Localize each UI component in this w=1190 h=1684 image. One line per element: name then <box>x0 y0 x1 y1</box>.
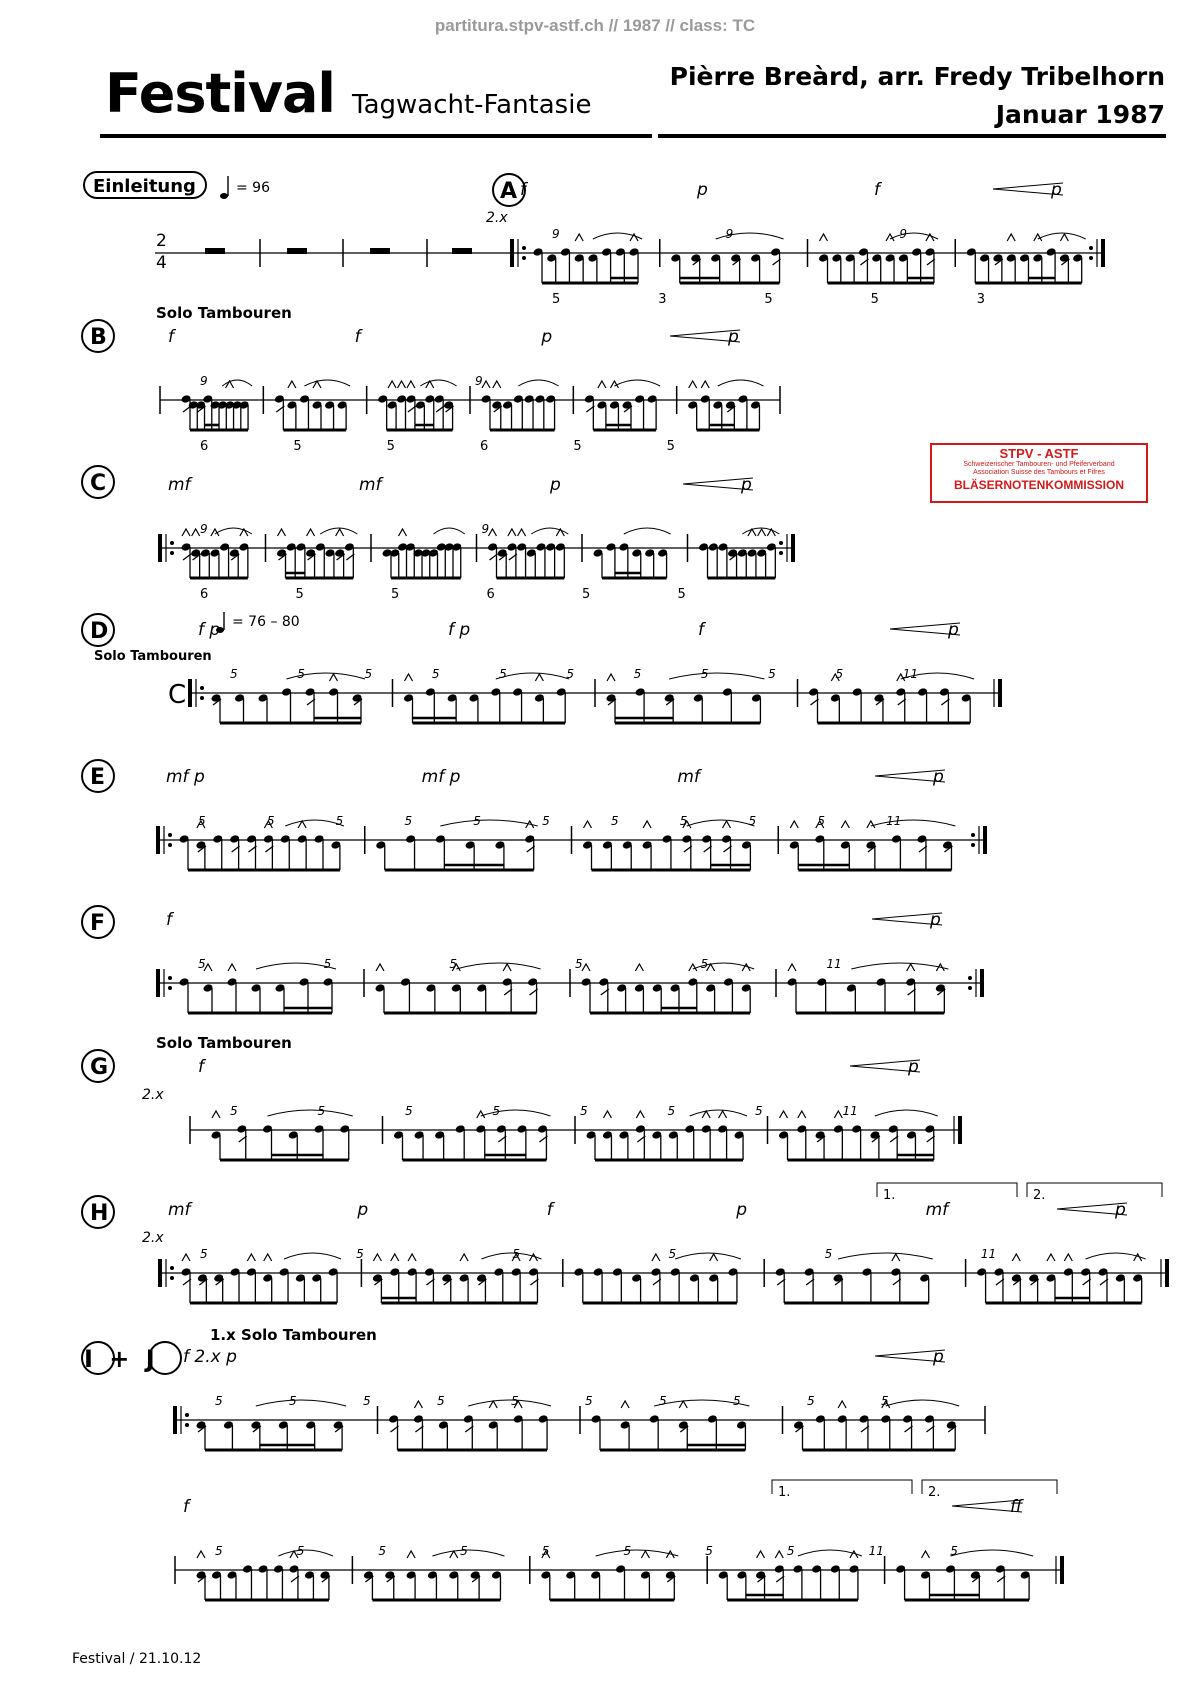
slur <box>871 820 956 826</box>
repeat-dot <box>170 551 174 555</box>
accent-mark <box>1064 1254 1072 1261</box>
tuplet-number: 5 <box>659 1394 667 1408</box>
accent-mark <box>636 1111 644 1118</box>
tuplet-number: 5 <box>610 814 619 828</box>
volta-bracket-1 <box>877 1183 1017 1197</box>
whole-rest <box>452 248 472 254</box>
intro-label: Einleitung <box>93 176 196 197</box>
dynamic-marking: p <box>736 1200 747 1220</box>
tuplet-number: 9 <box>552 227 560 241</box>
accent-mark <box>288 381 296 388</box>
accent-mark <box>414 1401 422 1408</box>
subdivision-count: 5 <box>870 292 879 307</box>
slur <box>304 380 350 386</box>
slur <box>518 380 558 386</box>
accent-mark <box>719 1111 727 1118</box>
accent-mark <box>820 234 828 241</box>
accent-mark <box>376 964 384 971</box>
slur <box>434 528 465 534</box>
accent-mark <box>701 381 709 388</box>
dynamic-marking: p <box>933 1347 944 1367</box>
accent-mark <box>228 964 236 971</box>
tuplet-number: 5 <box>289 1394 297 1408</box>
accent-mark <box>652 1254 660 1261</box>
slur <box>690 1110 747 1116</box>
repeat-dot <box>170 541 174 545</box>
tuplet-number: 5 <box>449 957 457 971</box>
tuplet-number: 5 <box>492 1104 501 1118</box>
tuplet-number: 5 <box>460 1544 468 1558</box>
slur <box>718 380 764 386</box>
accent-mark <box>775 1551 783 1558</box>
accent-mark <box>1060 234 1068 241</box>
repeat-note: 2.x <box>142 1230 164 1246</box>
dynamic-marking: p <box>1051 180 1062 200</box>
tuplet-number: 5 <box>679 814 688 828</box>
subdivision-count: 6 <box>480 439 489 454</box>
tuplet-number: 5 <box>363 1394 371 1408</box>
accent-mark <box>788 964 796 971</box>
slur <box>481 1110 551 1116</box>
dynamic-marking: p <box>728 327 739 347</box>
dynamic-marking: p <box>541 327 553 347</box>
accent-mark <box>757 1551 765 1558</box>
slur <box>675 1253 741 1259</box>
accent-mark <box>278 529 286 536</box>
time-signature-bottom: 4 <box>156 253 167 273</box>
accent-mark <box>373 1254 381 1261</box>
subdivision-count: 3 <box>658 292 667 307</box>
accent-mark <box>758 529 766 536</box>
section-marker-A: A <box>500 179 518 204</box>
tuplet-number: 11 <box>902 667 919 681</box>
repeat-dot <box>522 246 526 250</box>
subdivision-count: 6 <box>200 587 209 602</box>
repeat-dot <box>522 256 526 260</box>
dynamic-marking: f <box>698 620 704 640</box>
tuplet-number: 5 <box>835 667 844 681</box>
dynamic-marking: p <box>741 475 752 495</box>
tuplet-number: 5 <box>580 1104 588 1118</box>
repeat-dot <box>200 696 204 700</box>
slur <box>432 1550 504 1556</box>
accent-mark <box>307 529 315 536</box>
slur <box>669 673 764 679</box>
tuplet-number: 9 <box>200 522 208 536</box>
slur <box>420 380 456 386</box>
section-marker-E: E <box>90 765 106 790</box>
section-marker-D: D <box>90 619 109 644</box>
dynamic-marking: p <box>550 475 561 495</box>
dynamic-marking: mf p <box>166 767 205 787</box>
tuplet-number: 5 <box>733 1394 741 1408</box>
tuplet-number: 5 <box>575 957 583 971</box>
tuplet-number: 5 <box>335 814 344 828</box>
repeat-note: 2.x <box>486 210 508 226</box>
section-marker-F: F <box>90 911 106 936</box>
slur <box>798 1550 862 1556</box>
repeat-dot <box>168 833 172 837</box>
accent-mark <box>643 821 651 828</box>
tuplet-number: 9 <box>200 374 208 388</box>
slur <box>256 1400 346 1406</box>
repeat-dot <box>170 1266 174 1270</box>
tuplet-number: 5 <box>266 814 275 828</box>
tuplet-number: 9 <box>481 522 490 536</box>
piece-title: Festival <box>105 62 335 125</box>
tuplet-number: 5 <box>700 667 709 681</box>
accent-mark <box>489 1401 497 1408</box>
tuplet-number: 5 <box>200 1247 208 1261</box>
tuplet-number: 9 <box>899 227 907 241</box>
repeat-dot <box>779 541 783 545</box>
accent-mark <box>841 821 849 828</box>
tuplet-number: 11 <box>980 1247 997 1261</box>
slur <box>687 820 755 826</box>
tuplet-number: 5 <box>748 814 757 828</box>
accent-mark <box>838 1401 846 1408</box>
tuplet-number: 5 <box>542 814 550 828</box>
repeat-dot <box>185 1413 189 1417</box>
tuplet-number: 5 <box>499 667 507 681</box>
slur <box>851 963 948 969</box>
accent-mark <box>247 1254 255 1261</box>
tuplet-number: 5 <box>585 1394 593 1408</box>
dynamic-marking: p <box>948 620 959 640</box>
section-marker-IJ: I + J <box>84 1345 159 1373</box>
tuplet-number: 5 <box>215 1394 223 1408</box>
tuplet-number: 5 <box>405 1104 413 1118</box>
accent-mark <box>503 964 511 971</box>
piece-subtitle: Tagwacht-Fantasie <box>352 90 592 120</box>
section-label: Solo Tambouren <box>94 649 212 664</box>
time-signature-cut: C <box>168 680 187 710</box>
tuplet-number: 5 <box>215 1544 223 1558</box>
accent-mark <box>575 234 583 241</box>
accent-mark <box>790 821 798 828</box>
stamp-line-3: Association Suisse des Tambours et Fifres <box>973 469 1105 476</box>
tuplet-number: 5 <box>786 1544 795 1558</box>
dynamic-marking: mf <box>359 475 382 495</box>
accent-mark <box>780 1111 788 1118</box>
tuplet-number: 9 <box>475 374 483 388</box>
tuplet-number: 5 <box>667 1104 676 1118</box>
subdivision-count: 5 <box>295 587 304 602</box>
slur <box>886 1400 959 1406</box>
repeat-dot <box>185 1423 189 1427</box>
repeat-dot <box>971 833 975 837</box>
tuplet-number: 5 <box>824 1247 833 1261</box>
repeat-dot <box>168 986 172 990</box>
dynamic-marking: f <box>183 1497 189 1517</box>
repeat-dot <box>968 986 972 990</box>
subdivision-count: 5 <box>666 439 675 454</box>
tuplet-number: 5 <box>807 1394 815 1408</box>
tuplet-number: 5 <box>323 957 332 971</box>
dynamic-marking: p <box>933 767 944 787</box>
tuplet-number: 5 <box>404 814 413 828</box>
accent-mark <box>264 1254 272 1261</box>
accent-mark <box>182 1254 190 1261</box>
tuplet-number: 5 <box>198 957 206 971</box>
volta-label-2: 2. <box>928 1485 941 1500</box>
tuplet-number: 5 <box>950 1544 958 1558</box>
tuplet-number: 5 <box>297 667 305 681</box>
repeat-dot <box>779 551 783 555</box>
slur <box>496 673 569 679</box>
repeat-dot <box>170 1276 174 1280</box>
tuplet-number: 5 <box>356 1247 364 1261</box>
accent-mark <box>192 529 200 536</box>
repeat-dot <box>971 843 975 847</box>
accent-mark <box>641 1551 649 1558</box>
accent-mark <box>867 821 875 828</box>
composer: Pièrre Breàrd, arr. Fredy Tribelhorn <box>669 62 1165 91</box>
dynamic-marking: p <box>357 1200 369 1220</box>
intro-tempo: = 96 <box>236 180 270 196</box>
accent-mark <box>1007 234 1015 241</box>
tuplet-number: 5 <box>198 814 206 828</box>
repeat-dot <box>1089 246 1093 250</box>
tuplet-number: 11 <box>886 814 902 828</box>
accent-mark <box>508 529 516 536</box>
subdivision-count: 5 <box>552 292 561 307</box>
tuplet-number: 5 <box>668 1247 677 1261</box>
slur <box>950 1550 1033 1556</box>
accent-mark <box>621 1401 629 1408</box>
dynamic-marking: f <box>354 327 361 347</box>
tuplet-number: 5 <box>633 667 642 681</box>
slur <box>278 1550 332 1556</box>
dynamic-marking: f <box>546 1200 553 1220</box>
slur <box>456 963 540 969</box>
accent-mark <box>679 1401 687 1408</box>
dynamic-marking: f 2.x p <box>183 1347 237 1367</box>
accent-mark <box>689 381 697 388</box>
slur <box>1086 1253 1146 1259</box>
tuplet-number: 5 <box>473 814 481 828</box>
accent-mark <box>407 1551 415 1558</box>
footer-text: Festival / 21.10.12 <box>72 1651 202 1667</box>
subdivision-count: 5 <box>386 439 395 454</box>
subdivision-count: 5 <box>582 587 591 602</box>
accent-mark <box>212 1111 220 1118</box>
slur <box>875 1110 938 1116</box>
dynamic-marking: f p <box>448 620 471 640</box>
volta-label-1: 1. <box>778 1485 791 1500</box>
subdivision-count: 5 <box>764 292 773 307</box>
tuplet-number: 5 <box>364 667 373 681</box>
whole-rest <box>287 248 307 254</box>
accent-mark <box>922 1551 930 1558</box>
accent-mark <box>603 1111 611 1118</box>
time-signature-top: 2 <box>156 231 167 251</box>
section-marker-C: C <box>90 471 107 496</box>
composition-date: Januar 1987 <box>995 100 1165 129</box>
whole-rest <box>205 248 225 254</box>
accent-mark <box>182 529 190 536</box>
repeat-dot <box>168 976 172 980</box>
accent-mark <box>477 1111 485 1118</box>
accent-mark <box>482 381 490 388</box>
accent-mark <box>460 1254 468 1261</box>
subdivision-count: 6 <box>486 587 495 602</box>
accent-mark <box>450 1551 458 1558</box>
dynamic-marking: f <box>166 910 172 930</box>
accent-mark <box>584 821 592 828</box>
tuplet-number: 5 <box>512 1247 520 1261</box>
section-marker-G: G <box>90 1055 109 1080</box>
tuplet-number: 5 <box>817 814 826 828</box>
tuplet-number: 5 <box>881 1394 889 1408</box>
dynamic-marking: f <box>520 180 526 200</box>
tuplet-number: 9 <box>725 227 734 241</box>
slur <box>624 528 671 534</box>
accent-mark <box>1047 1254 1055 1261</box>
tuplet-number: 5 <box>437 1394 445 1408</box>
dynamic-marking: f <box>198 1057 204 1077</box>
dynamic-marking: mf <box>925 1200 949 1220</box>
accent-mark <box>1012 1254 1020 1261</box>
accent-mark <box>391 1254 399 1261</box>
dynamic-marking: p <box>1115 1200 1126 1220</box>
tuplet-number: 5 <box>705 1544 713 1558</box>
section-marker-H: H <box>90 1201 109 1226</box>
slur <box>614 380 660 386</box>
tuplet-number: 5 <box>230 1104 238 1118</box>
dynamic-marking: f <box>168 327 174 347</box>
dynamic-marking: f <box>874 180 880 200</box>
tuplet-number: 11 <box>868 1544 884 1558</box>
dynamic-marking: mf <box>677 767 700 787</box>
subdivision-count: 3 <box>976 292 986 307</box>
slur <box>596 1550 679 1556</box>
accent-mark <box>489 529 497 536</box>
accent-mark <box>330 674 338 681</box>
volta-bracket-1 <box>772 1480 912 1494</box>
accent-mark <box>407 381 415 388</box>
accent-mark <box>398 381 406 388</box>
slur <box>890 233 938 239</box>
dynamic-marking: ff <box>1010 1497 1023 1517</box>
accent-mark <box>607 674 615 681</box>
tuplet-number: 5 <box>431 667 440 681</box>
stamp-line-2: Schweizerischer Tambouren- und Pfeiferverband <box>963 461 1115 468</box>
accent-mark <box>710 1254 718 1261</box>
repeat-dot <box>200 686 204 690</box>
section-label: Solo Tambouren <box>156 1034 292 1052</box>
accent-mark <box>834 1111 842 1118</box>
subdivision-count: 5 <box>293 439 302 454</box>
repeat-dot <box>968 976 972 980</box>
volta-label-1: 1. <box>883 1188 896 1203</box>
subdivision-count: 5 <box>573 439 582 454</box>
accent-mark <box>408 1254 416 1261</box>
tuplet-number: 5 <box>623 1544 632 1558</box>
dynamic-marking: f p <box>198 620 221 640</box>
whole-rest <box>370 248 390 254</box>
dynamic-marking: p <box>908 1057 919 1077</box>
slur <box>838 1253 933 1259</box>
volta-bracket-2 <box>1027 1183 1162 1197</box>
slur <box>468 1400 551 1406</box>
accent-mark <box>405 674 413 681</box>
tuplet-number: 5 <box>511 1394 519 1408</box>
accent-mark <box>635 964 643 971</box>
tempo-note-head <box>220 193 228 199</box>
subdivision-count: 5 <box>391 587 400 602</box>
accent-mark <box>907 964 915 971</box>
tuplet-number: 5 <box>541 1544 550 1558</box>
slur <box>268 1110 353 1116</box>
accent-mark <box>598 381 606 388</box>
subdivision-count: 5 <box>677 587 686 602</box>
accent-mark <box>892 1254 900 1261</box>
accent-mark <box>197 1551 205 1558</box>
repeat-note: 2.x <box>142 1087 164 1103</box>
stamp-line-4: BLÄSERNOTENKOMMISSION <box>953 478 1124 492</box>
repeat-dot <box>1089 256 1093 260</box>
accent-mark <box>723 821 731 828</box>
tuplet-number: 5 <box>768 667 776 681</box>
tuplet-number: 5 <box>296 1544 305 1558</box>
accent-mark <box>493 381 501 388</box>
dynamic-marking: p <box>930 910 941 930</box>
volta-bracket-2 <box>922 1480 1057 1494</box>
accent-mark <box>535 674 543 681</box>
tuplet-number: 5 <box>755 1104 763 1118</box>
volta-label-2: 2. <box>1033 1188 1046 1203</box>
tuplet-number: 5 <box>230 667 238 681</box>
section-marker-B: B <box>90 325 107 350</box>
section-label: Solo Tambouren <box>156 304 292 322</box>
tuplet-number: 5 <box>378 1544 387 1558</box>
dynamic-marking: mf p <box>421 767 461 787</box>
tuplet-number: 5 <box>317 1104 326 1118</box>
accent-mark <box>388 381 396 388</box>
subdivision-count: 6 <box>200 439 209 454</box>
accent-mark <box>582 964 590 971</box>
dynamic-marking: p <box>697 180 708 200</box>
repeat-dot <box>168 843 172 847</box>
dynamic-marking: mf <box>168 1200 191 1220</box>
accent-mark <box>518 529 526 536</box>
accent-mark <box>798 1111 806 1118</box>
accent-mark <box>336 529 344 536</box>
tuplet-number: 5 <box>700 957 709 971</box>
section-tempo: = 76 – 80 <box>232 614 300 630</box>
dynamic-marking: mf <box>168 475 191 495</box>
slur <box>284 1253 341 1259</box>
tuplet-number: 11 <box>842 1104 858 1118</box>
tuplet-number: 11 <box>826 957 842 971</box>
accent-mark <box>399 529 407 536</box>
source-line: partitura.stpv-astf.ch // 1987 // class: TC <box>434 16 756 35</box>
tuplet-number: 5 <box>566 667 575 681</box>
stamp-line-1: STPV - ASTF <box>999 446 1079 461</box>
section-label: 1.x Solo Tambouren <box>210 1326 377 1344</box>
slur <box>440 820 537 826</box>
